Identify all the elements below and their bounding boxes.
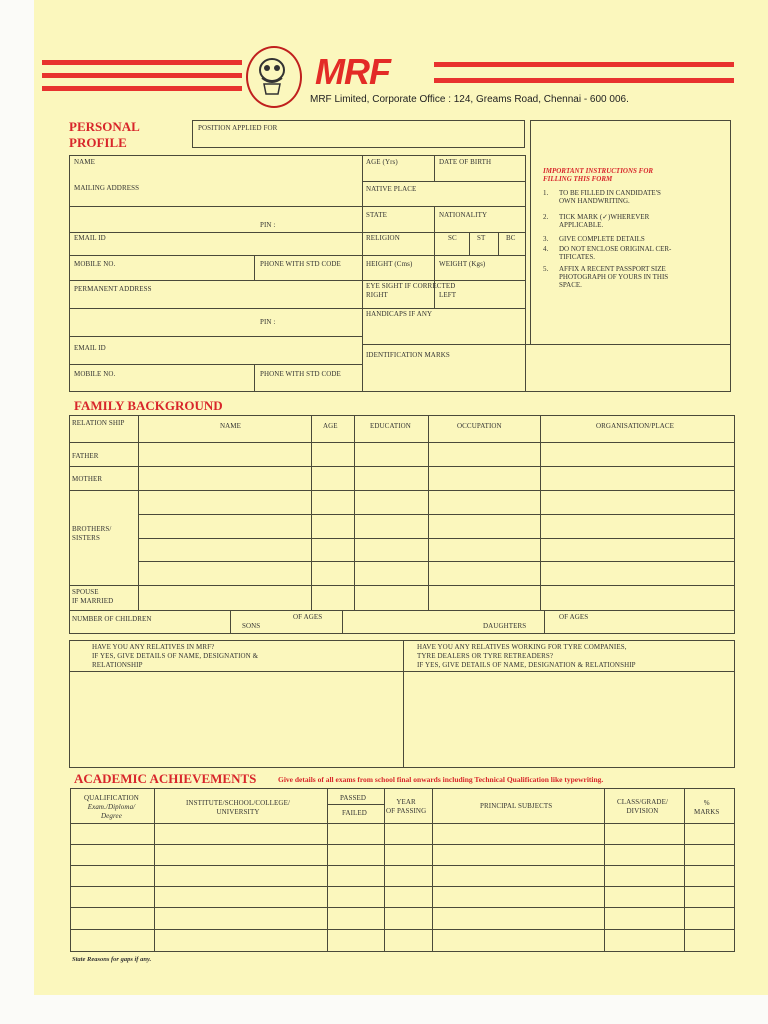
sc-label: SC (448, 234, 457, 242)
dob-label: DATE OF BIRTH (439, 158, 492, 166)
academic-subtitle: Give details of all exams from school final onwards including Technical Qualification like typewriting. (278, 775, 604, 784)
phone-label: PHONE WITH STD CODE (260, 260, 341, 268)
academic-header-passed: PASSED (340, 794, 367, 802)
family-header-relationship: RELATION SHIP (72, 419, 125, 427)
relation-sisters: SISTERS (72, 534, 100, 542)
pin-label: PIN : (260, 221, 276, 229)
nationality-label: NATIONALITY (439, 211, 488, 219)
daughters-label: DAUGHTERS (483, 622, 527, 630)
header-stripe (434, 62, 734, 67)
instruction-item: 1. (543, 189, 549, 197)
position-label: POSITION APPLIED FOR (198, 124, 278, 132)
family-table (69, 415, 735, 634)
email-label: EMAIL ID (74, 234, 106, 242)
identification-box[interactable] (362, 344, 731, 392)
age-label: AGE (Yrs) (366, 158, 398, 166)
relation-if-married: IF MARRIED (72, 597, 114, 605)
instruction-text: TO BE FILLED IN CANDIDATE'S OWN HANDWRITING. (559, 189, 661, 205)
section-title-personal: PERSONAL (69, 119, 140, 134)
mrf-wordmark: MRF (309, 54, 396, 90)
height-label: HEIGHT (Cms) (366, 260, 413, 268)
academic-header-class: CLASS/GRADE/ DIVISION (617, 798, 668, 815)
handicaps-label: HANDICAPS IF ANY (366, 310, 433, 318)
academic-header-year: YEAR OF PASSING (386, 798, 427, 815)
section-title-profile: PROFILE (69, 135, 127, 150)
instruction-text: GIVE COMPLETE DETAILS (559, 235, 645, 243)
mobile-label: MOBILE NO. (74, 260, 116, 268)
eyesight-label: EYE SIGHT IF CORRECTED (366, 282, 456, 290)
pin-label: PIN : (260, 318, 276, 326)
phone-label: PHONE WITH STD CODE (260, 370, 341, 378)
relation-brothers: BROTHERS/ (72, 525, 112, 533)
gaps-footnote: State Reasons for gaps if any. (72, 956, 152, 963)
relatives-tyre-question: HAVE YOU ANY RELATIVES WORKING FOR TYRE COMPANIES, TYRE DEALERS OR TYRE RETREADERS? IF YES, GIVE DETAILS OF NAME, DESIGNATION & RELATIONSHIP (417, 643, 636, 669)
religion-label: RELIGION (366, 234, 400, 242)
family-header-age: AGE (323, 422, 338, 430)
family-header-organisation: ORGANISATION/PLACE (596, 422, 675, 430)
relatives-tyre-answer-area[interactable] (405, 673, 733, 766)
academic-header-institute: INSTITUTE/SCHOOL/COLLEGE/ UNIVERSITY (186, 799, 290, 816)
family-header-occupation: OCCUPATION (457, 422, 502, 430)
daughters-ages-label: OF AGES (559, 613, 589, 621)
section-title-academic: ACADEMIC ACHIEVEMENTS (74, 771, 257, 786)
instruction-text: AFFIX A RECENT PASSPORT SIZE PHOTOGRAPH OF YOURS IN THIS SPACE. (559, 265, 669, 289)
header-stripe (42, 86, 242, 91)
header-stripe (42, 73, 242, 78)
sons-ages-label: OF AGES (293, 613, 323, 621)
family-header-education: EDUCATION (370, 422, 411, 430)
instruction-item: 4. (543, 245, 549, 253)
header-stripe (42, 60, 242, 65)
instructions-title: IMPORTANT INSTRUCTIONS FOR FILLING THIS FORM (543, 167, 654, 183)
form-sheet (34, 0, 768, 995)
section-title-family: FAMILY BACKGROUND (74, 398, 223, 413)
children-label: NUMBER OF CHILDREN (72, 615, 152, 623)
position-applied-field[interactable] (192, 120, 525, 148)
eyesight-left-label: LEFT (439, 291, 457, 299)
mrf-mascot-logo (246, 46, 302, 108)
relation-father: FATHER (72, 452, 99, 460)
native-place-label: NATIVE PLACE (366, 185, 417, 193)
academic-header-failed: FAILED (342, 809, 367, 817)
instruction-text: TICK MARK (✓)WHEREVER APPLICABLE. (559, 213, 650, 229)
mobile-label: MOBILE NO. (74, 370, 116, 378)
relation-spouse: SPOUSE (72, 588, 99, 596)
academic-header-marks: % MARKS (694, 799, 720, 816)
relatives-mrf-answer-area[interactable] (71, 673, 401, 766)
academic-header-qualification: QUALIFICATION Exam./Diploma/ Degree (84, 794, 139, 820)
email-label: EMAIL ID (74, 344, 106, 352)
instruction-item: 3. (543, 235, 549, 243)
eyesight-right-label: RIGHT (366, 291, 388, 299)
instruction-item: 5. (543, 265, 549, 273)
weight-label: WEIGHT (Kgs) (439, 260, 486, 268)
instruction-item: 2. (543, 213, 549, 221)
relation-mother: MOTHER (72, 475, 103, 483)
relatives-mrf-question: HAVE YOU ANY RELATIVES IN MRF? IF YES, GIVE DETAILS OF NAME, DESIGNATION & RELATIONSHIP (92, 643, 259, 669)
state-label: STATE (366, 211, 387, 219)
identification-label: IDENTIFICATION MARKS (366, 351, 450, 359)
permanent-address-label: PERMANENT ADDRESS (74, 285, 152, 293)
st-label: ST (477, 234, 486, 242)
academic-header-subjects: PRINCIPAL SUBJECTS (480, 802, 553, 810)
instruction-text: DO NOT ENCLOSE ORIGINAL CER- TIFICATES. (559, 245, 672, 261)
sons-label: SONS (242, 622, 261, 630)
photo-instructions-box[interactable] (530, 120, 731, 345)
mailing-address-label: MAILING ADDRESS (74, 184, 140, 192)
header-stripe (434, 78, 734, 83)
company-address: MRF Limited, Corporate Office : 124, Greams Road, Chennai - 600 006. (310, 94, 629, 105)
bc-label: BC (506, 234, 516, 242)
name-label: NAME (74, 158, 96, 166)
family-header-name: NAME (220, 422, 242, 430)
